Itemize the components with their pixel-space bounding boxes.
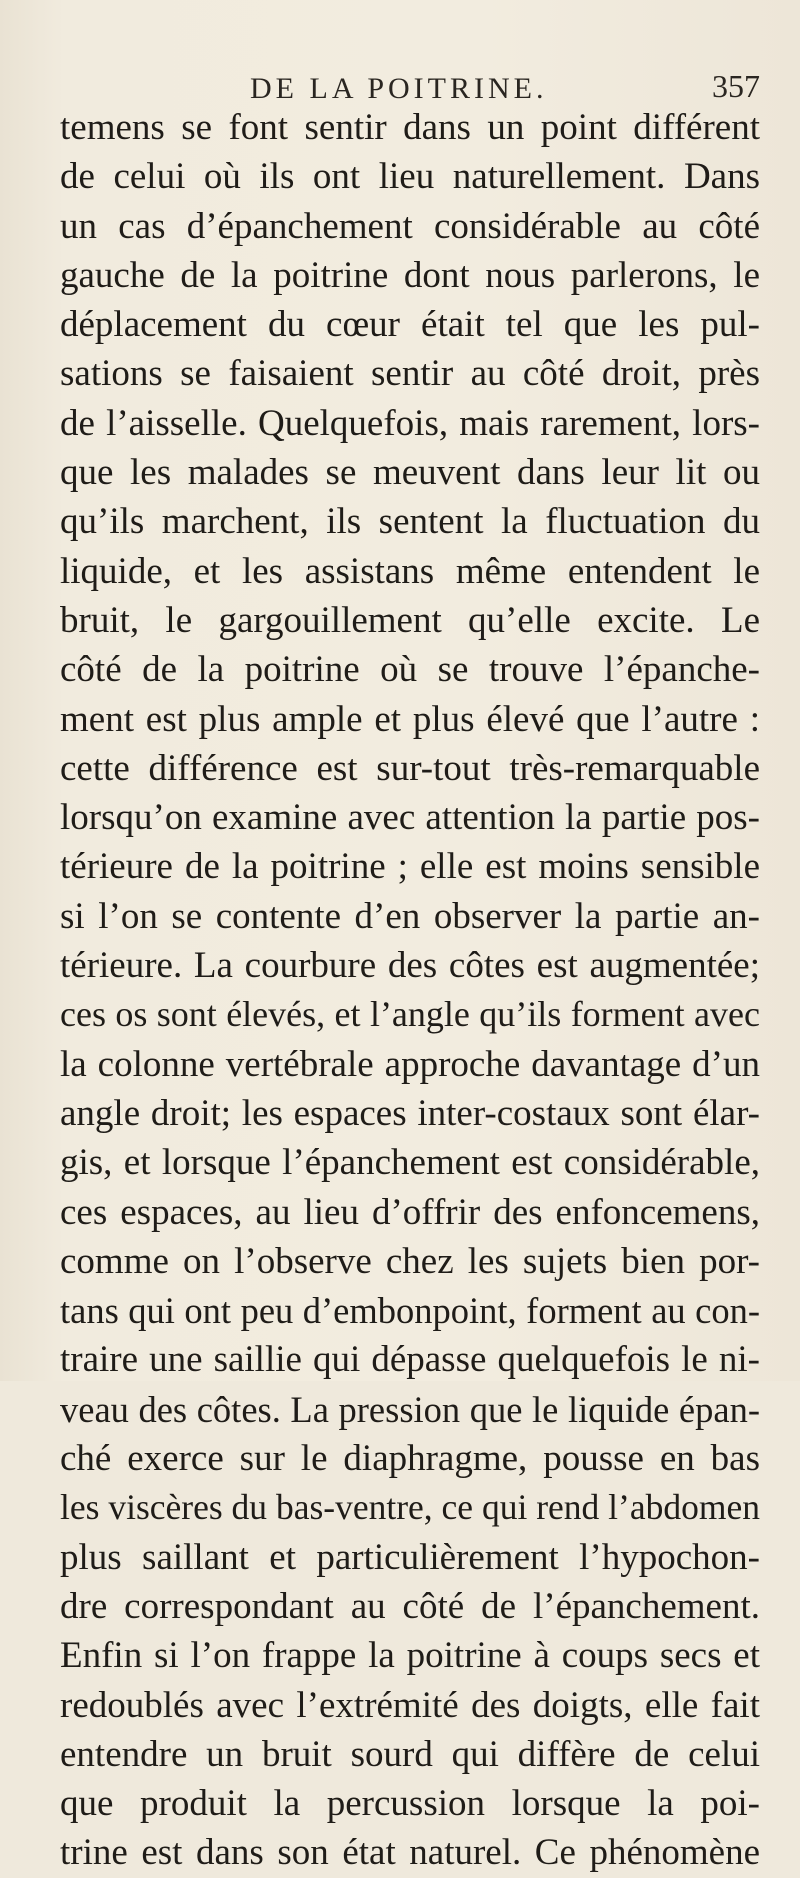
text-line: liquide, et les assistans même entendent le	[60, 550, 760, 592]
text-line: dre correspondant au côté de l’épanchement.	[60, 1585, 760, 1627]
text-line: térieure de la poitrine ; elle est moins sensible	[60, 846, 760, 888]
text-line: si l’on se contente d’en observer la partie an-	[60, 895, 760, 937]
text-line: ché exerce sur le diaphragme, pousse en bas	[60, 1438, 760, 1480]
text-line: traire une saillie qui dépasse quelquefois le ni-	[60, 1339, 760, 1381]
text-line: les viscères du bas-ventre, ce qui rend l’abdomen	[60, 1487, 760, 1528]
body-text	[60, 103, 760, 1878]
text-line: Enfin si l’on frappe la poitrine à coups secs et	[60, 1635, 760, 1677]
text-line: plus saillant et particulièrement l’hypochon-	[60, 1536, 760, 1578]
text-line: un cas d’épanchement considérable au côté	[60, 205, 760, 247]
text-line: ment est plus ample et plus élevé que l’autre :	[60, 698, 760, 740]
text-line: redoublés avec l’extrémité des doigts, elle fait	[60, 1684, 760, 1726]
running-head: DE LA POITRINE.	[250, 72, 548, 105]
text-line: sations se faisaient sentir au côté droit, près	[60, 353, 760, 395]
text-line: tans qui ont peu d’embonpoint, forment au con-	[60, 1290, 760, 1332]
text-line: lorsqu’on examine avec attention la partie pos-	[60, 797, 760, 839]
text-line: gis, et lorsque l’épanchement est considérable,	[60, 1142, 760, 1184]
text-line: ces espaces, au lieu d’offrir des enfoncemens,	[60, 1191, 760, 1233]
text-line: déplacement du cœur était tel que les pul-	[60, 304, 760, 346]
text-line: la colonne vertébrale approche davantage d’un	[60, 1043, 760, 1085]
text-line: comme on l’observe chez les sujets bien por-	[60, 1240, 760, 1282]
text-line: bruit, le gargouillement qu’elle excite. Le	[60, 599, 760, 641]
text-line: veau des côtes. La pression que le liquide épan-	[60, 1388, 760, 1430]
text-line: angle droit; les espaces inter-costaux sont élar-	[60, 1092, 760, 1134]
text-line: que produit la percussion lorsque la poi-	[60, 1783, 760, 1825]
text-line: de l’aisselle. Quelquefois, mais rarement, lors-	[60, 402, 760, 444]
text-line: de celui où ils ont lieu naturellement. Dans	[60, 156, 760, 198]
text-line: que les malades se meuvent dans leur lit ou	[60, 452, 760, 494]
text-line: trine est dans son état naturel. Ce phénomène	[60, 1832, 760, 1874]
text-line: entendre un bruit sourd qui diffère de celui	[60, 1733, 760, 1775]
page-number: 357	[712, 68, 760, 104]
text-line: temens se font sentir dans un point différent	[60, 107, 760, 148]
text-line: ces os sont élevés, et l’angle qu’ils forment avec	[60, 994, 760, 1035]
text-line: gauche de la poitrine dont nous parlerons, le	[60, 254, 760, 296]
text-line: térieure. La courbure des côtes est augmentée;	[60, 945, 760, 987]
text-line: cette différence est sur-tout très-remarquable	[60, 747, 760, 789]
text-line: côté de la poitrine où se trouve l’épanche-	[60, 649, 760, 691]
text-line: qu’ils marchent, ils sentent la fluctuation du	[60, 501, 760, 543]
